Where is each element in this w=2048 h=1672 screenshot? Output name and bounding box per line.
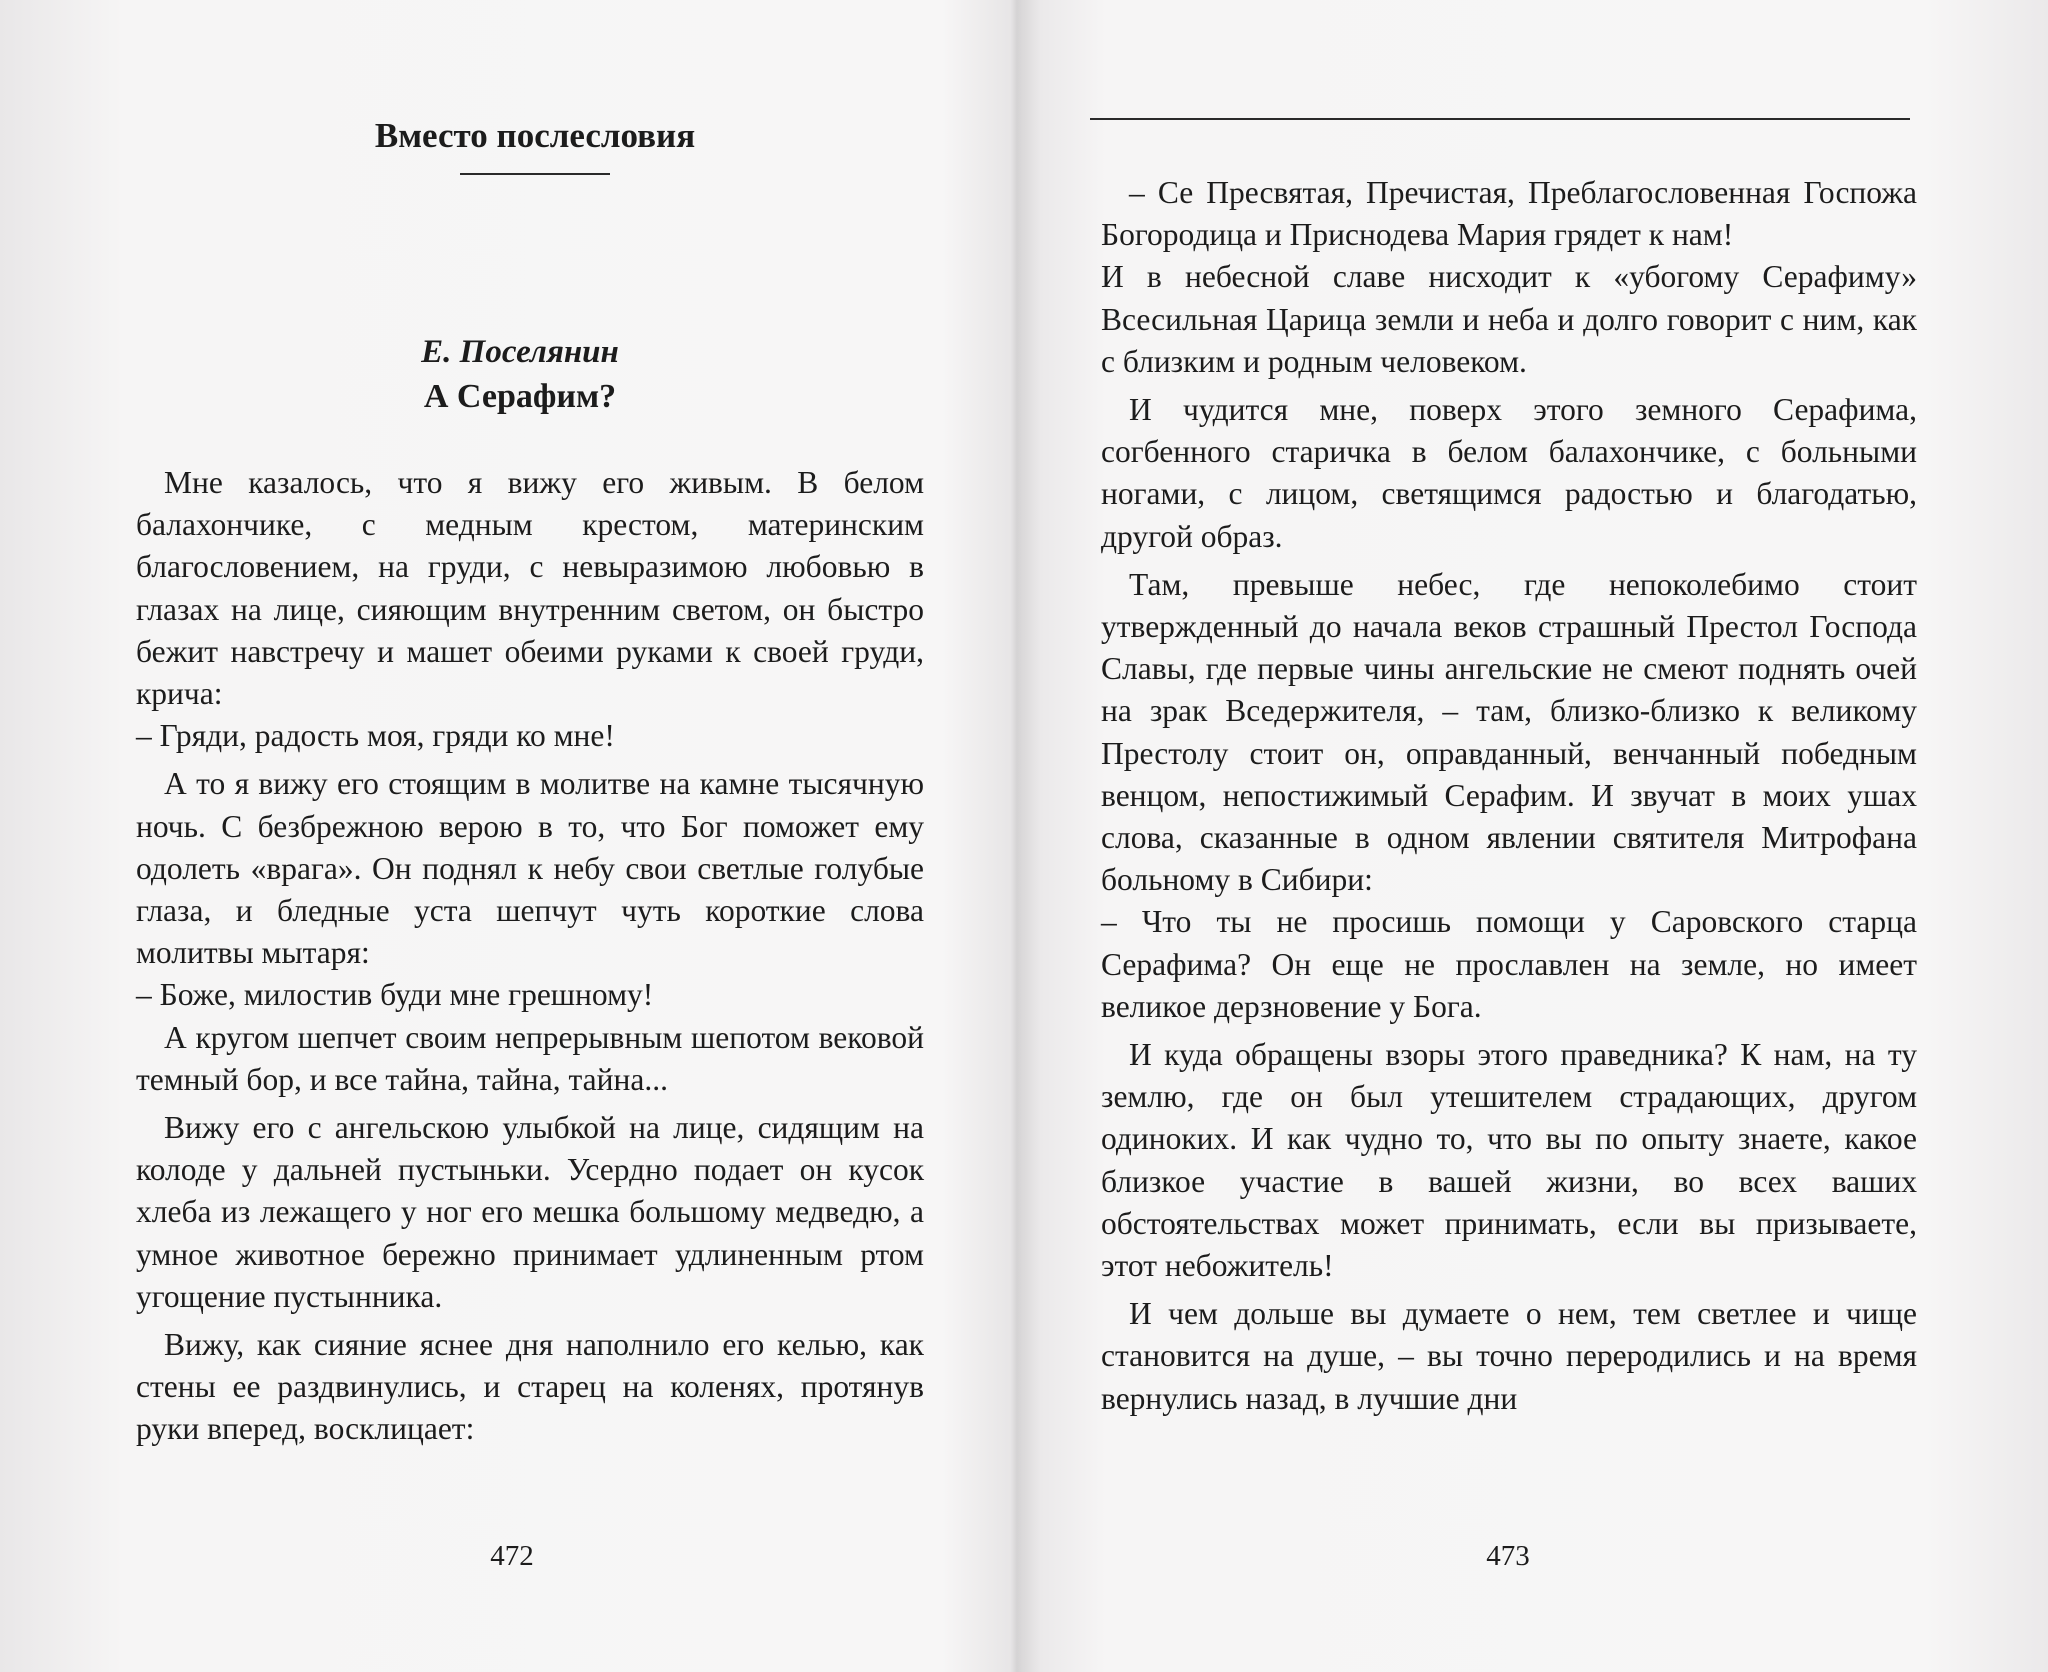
paragraph: И чем дольше вы думаете о нем, тем светлее и чище становится на душе, – вы точно переродились и на время вернулись назад, в лучшие дни [1101, 1296, 1917, 1416]
right-page [1024, 0, 2048, 1672]
paragraph: Там, превыше небес, где непоколебимо стоит утвержденный до начала веков страшный Престол Господа Славы, где первые чины ангельские не смеют поднять очей на зрак Вседержителя, – там, близко-близко к великому Престолу стоит он, оправданный, венчанный победным венцом, непостижимый Серафим. И звучат в моих ушах слова, сказанные в одном явлении святителя Митрофана больному в Сибири: [1101, 566, 1917, 898]
running-head: Вместо послесловия [374, 116, 696, 155]
paragraph: А кругом шепчет своим непрерывным шепотом вековой темный бор, и все тайна, тайна, тайна... [136, 1019, 924, 1097]
book-gutter [1010, 0, 1024, 1672]
chapter-author: Е. Поселянин [421, 334, 619, 370]
paragraph: И чудится мне, поверх этого земного Серафима, согбенного старичка в белом балахончике, с больными ногами, с лицом, светящимся радостью и благодатью, другой образ. [1101, 392, 1917, 554]
paragraph: Вижу, как сияние яснее дня наполнило его келью, как стены ее раздвинулись, и старец на коленях, протянув руки вперед, восклицает: [136, 1327, 924, 1447]
paragraph: – Се Пресвятая, Пречистая, Преблагословенная Госпожа Богородица и Приснодева Мария грядет к нам! [1101, 175, 1917, 253]
chapter-title: А Серафим? [423, 378, 617, 415]
running-head-rule [460, 173, 610, 175]
page-number: 472 [490, 1540, 534, 1572]
paragraph: И в небесной славе нисходит к «убогому Серафиму» Всесильная Царица земли и неба и долго говорит с ним, как с близким и родным человеком. [1101, 259, 1917, 379]
left-page-body [136, 462, 924, 1451]
paragraph: – Что ты не просишь помощи у Саровского старца Серафима? Он еще не прославлен на земле, но имеет великое дерзновение у Бога. [1101, 904, 1917, 1024]
paragraph: Мне казалось, что я вижу его живым. В белом балахончике, с медным крестом, материнским благословением, на груди, с невыразимою любовью в глазах на лице, сияющим внутренним светом, он быстро бежит навстречу и машет обеими руками к своей груди, крича: [136, 465, 924, 712]
page-number: 473 [1486, 1540, 1530, 1572]
paragraph: Вижу его с ангельскою улыбкой на лице, сидящим на колоде у дальней пустыньки. Усердно подает он кусок хлеба из лежащего у ног его мешка большому медведю, а умное животное бережно принимает удлиненным ртом угощение пустынника. [136, 1110, 924, 1314]
paragraph: А то я вижу его стоящим в молитве на камне тысячную ночь. С безбрежною верою в то, что Бог поможет ему одолеть «врага». Он поднял к небу свои светлые голубые глаза, и бледные уста шепчут чуть короткие слова молитвы мытаря: [136, 766, 924, 971]
paragraph: – Гряди, радость моя, гряди ко мне! [136, 718, 615, 754]
right-page-body [1101, 172, 1917, 1420]
paragraph: – Боже, милостив буди мне грешному! [136, 977, 654, 1013]
top-rule [1090, 118, 1910, 120]
paragraph: И куда обращены взоры этого праведника? К нам, на ту землю, где он был утешителем страдающих, другом одиноких. И как чудно то, что вы по опыту знаете, какое близкое участие в вашей жизни, во всех ваших обстоятельствах может принимать, если вы призываете, этот небожитель! [1101, 1037, 1917, 1284]
left-page [0, 0, 1010, 1672]
